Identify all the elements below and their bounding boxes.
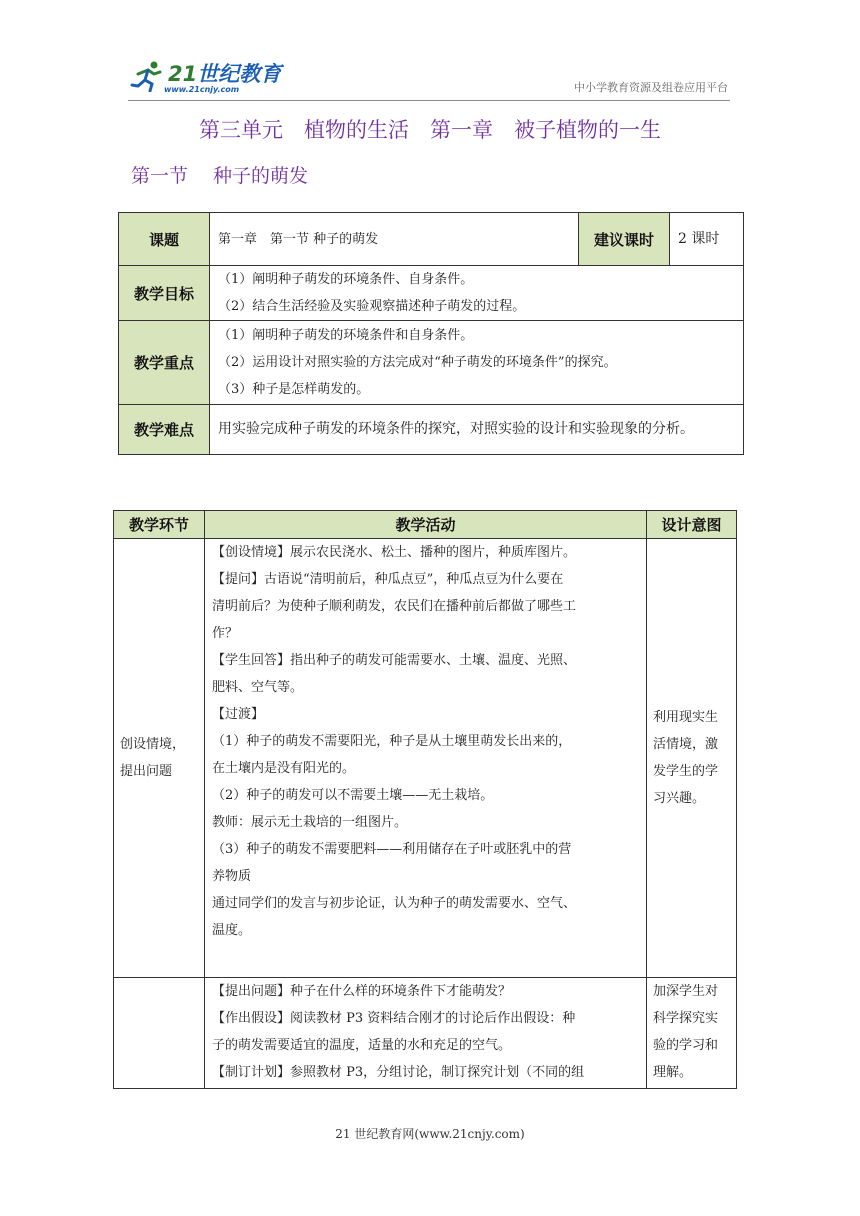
topic-row (119, 213, 744, 266)
intent-line: 活情境，激 (653, 737, 719, 752)
difficulty-content: 用实验完成种子萌发的环境条件的探究，对照实验的设计和实验现象的分析。 (210, 405, 744, 455)
logo (128, 58, 288, 98)
goals-label: 教学目标 (119, 266, 210, 321)
header-intent: 设计意图 (647, 511, 737, 539)
activity-line: 养物质 (212, 869, 252, 884)
activity-line: （1）种子的萌发不需要阳光，种子是从土壤里萌发长出来的， (212, 734, 572, 749)
activity-line: 【作出假设】阅读教材 P3 资料结合刚才的讨论后作出假设：种 (212, 1011, 576, 1026)
activity-row (114, 539, 737, 978)
activity-line: 【过渡】 (212, 707, 265, 722)
stage-text: 创设情境， (120, 737, 186, 752)
difficulty-label: 教学难点 (119, 405, 210, 455)
key-points-content (210, 321, 744, 405)
intent-cell (647, 978, 737, 1089)
activity-cell (205, 978, 647, 1089)
hours-value: 2 课时 (670, 213, 744, 266)
activity-line: 肥料、空气等。 (212, 680, 304, 695)
topic-value: 第一章 第一节 种子的萌发 (210, 213, 579, 266)
key-points-label: 教学重点 (119, 321, 210, 405)
page-footer: 21 世纪教育网(www.21cnjy.com) (335, 1127, 525, 1141)
teaching-activity-table (113, 510, 737, 1089)
goal-item: （1）阐明种子萌发的环境条件、自身条件。 (218, 272, 474, 287)
activity-line: 【创设情境】展示农民浇水、松土、播种的图片，种质库图片。 (212, 545, 577, 560)
intent-line: 习兴趣。 (653, 791, 706, 806)
key-points-row (119, 321, 744, 405)
activity-line: （3）种子的萌发不需要肥料——利用储存在子叶或胚乳中的营 (212, 842, 572, 857)
activity-line: 作？ (212, 626, 239, 641)
activity-line: 【提问】古语说“清明前后，种瓜点豆”，种瓜点豆为什么要在 (212, 572, 564, 587)
activity-row (114, 978, 737, 1089)
goals-row (119, 266, 744, 321)
key-point-item: （3）种子是怎样萌发的。 (218, 382, 370, 397)
activity-line: 教师：展示无土栽培的一组图片。 (212, 815, 408, 830)
activity-line: 温度。 (212, 923, 252, 938)
intent-line: 发学生的学 (653, 764, 719, 779)
activity-line: 子的萌发需要适宜的温度，适量的水和充足的空气。 (212, 1038, 512, 1053)
activity-line: 通过同学们的发言与初步论证，认为种子的萌发需要水、空气、 (212, 896, 577, 911)
logo-text: 21世纪教育 (168, 62, 282, 86)
intent-line: 利用现实生 (653, 710, 719, 725)
hours-label: 建议课时 (579, 213, 670, 266)
goals-content (210, 266, 744, 321)
stage-cell (114, 978, 205, 1089)
header-stage: 教学环节 (114, 511, 205, 539)
key-point-item: （2）运用设计对照实验的方法完成对“种子萌发的环境条件”的探究。 (218, 355, 617, 370)
header-activity: 教学活动 (205, 511, 647, 539)
activity-line: 【制订计划】参照教材 P3，分组讨论，制订探究计划（不同的组 (212, 1065, 585, 1080)
activity-line: （2）种子的萌发可以不需要土壤——无土栽培。 (212, 788, 494, 803)
running-man-icon (130, 60, 166, 92)
activity-header-row (114, 511, 737, 539)
lesson-info-table (118, 212, 744, 455)
intent-line: 加深学生对 (653, 984, 719, 999)
activity-line: 【提出问题】种子在什么样的环境条件下才能萌发？ (212, 984, 512, 999)
logo-url: www.21cnjy.com (164, 85, 240, 94)
stage-text: 提出问题 (120, 764, 173, 779)
intent-cell (647, 539, 737, 978)
section-title: 第一节 种子的萌发 (131, 165, 309, 187)
platform-name: 中小学教育资源及组卷应用平台 (574, 81, 728, 94)
activity-line: 【学生回答】指出种子的萌发可能需要水、土壤、温度、光照、 (212, 653, 577, 668)
activity-line: 清明前后？为使种子顺利萌发，农民们在播种前后都做了哪些工 (212, 599, 577, 614)
difficulty-row (119, 405, 744, 455)
activity-cell (205, 539, 647, 978)
topic-label: 课题 (119, 213, 210, 266)
page-header (128, 56, 730, 101)
key-point-item: （1）阐明种子萌发的环境条件和自身条件。 (218, 328, 474, 343)
page-title: 第三单元 植物的生活 第一章 被子植物的一生 (199, 118, 661, 142)
intent-line: 验的学习和 (653, 1038, 719, 1053)
intent-line: 理解。 (653, 1065, 693, 1080)
activity-line: 在土壤内是没有阳光的。 (212, 761, 356, 776)
stage-cell (114, 539, 205, 978)
goal-item: （2）结合生活经验及实验观察描述种子萌发的过程。 (218, 299, 526, 314)
intent-line: 科学探究实 (653, 1011, 719, 1026)
